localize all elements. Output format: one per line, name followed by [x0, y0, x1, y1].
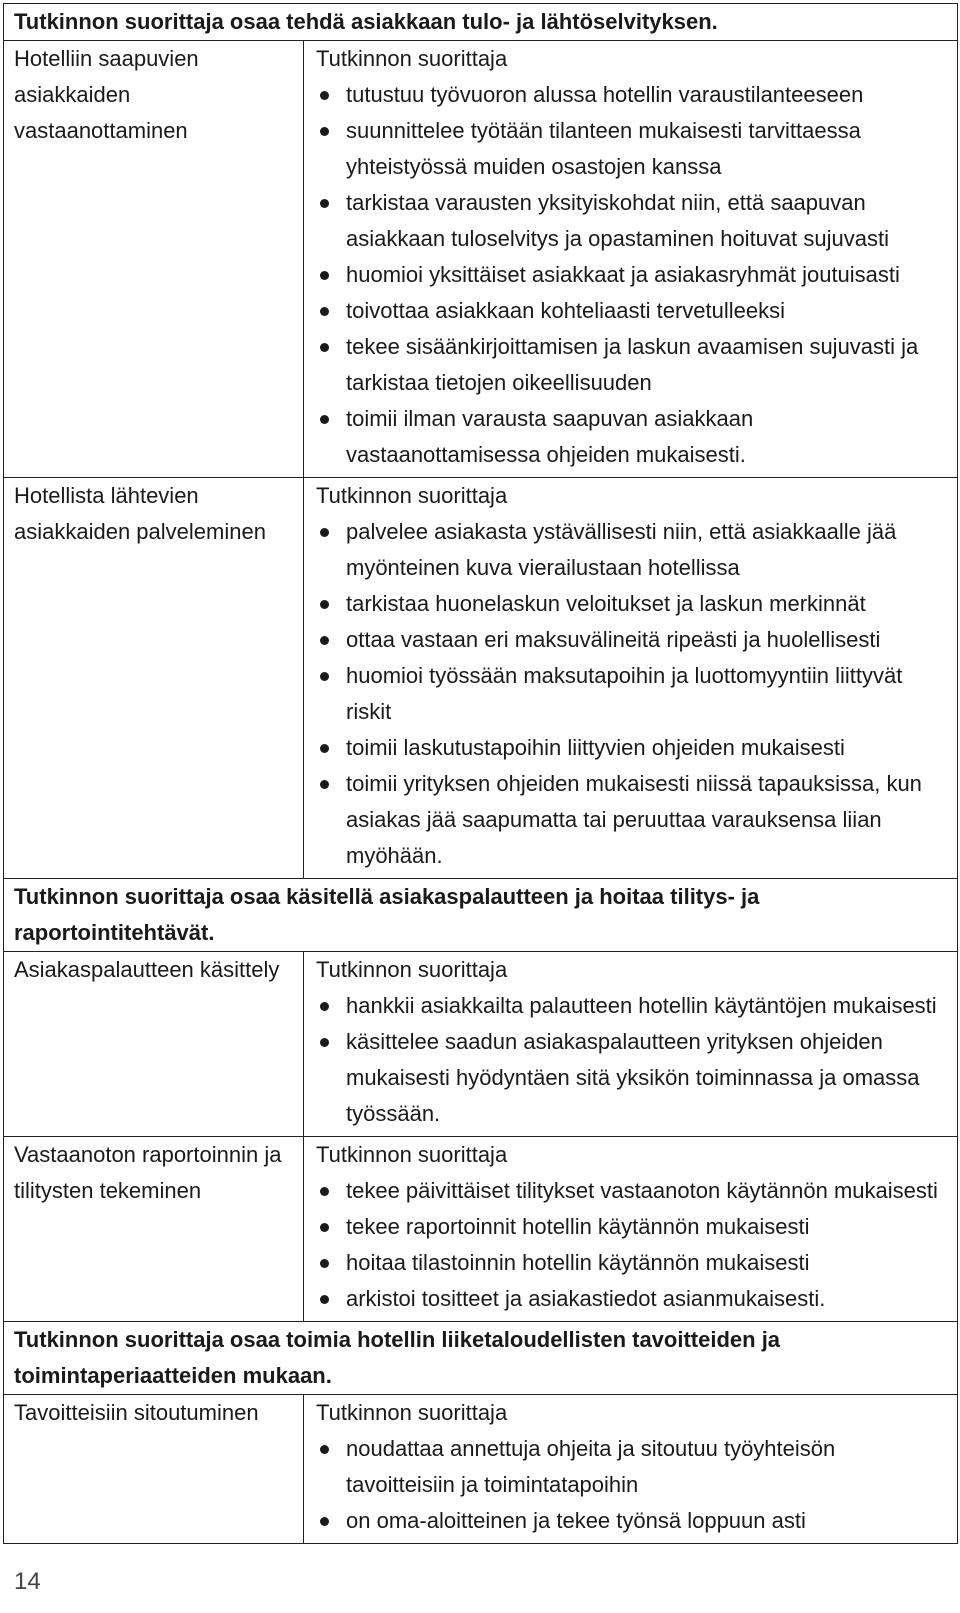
- bullet-icon: [320, 1445, 329, 1454]
- row-content: [304, 952, 958, 1137]
- bullet-icon: [320, 780, 329, 789]
- section-heading-row: [4, 879, 958, 952]
- bullet-list: [316, 514, 949, 874]
- bullet-icon: [320, 271, 329, 280]
- list-item-text: toimii yrityksen ohjeiden mukaisesti niissä tapauksissa, kun asiakas jää saapumatta tai peruuttaa varauksensa liian myöhään.: [346, 771, 922, 868]
- bullet-list: [316, 77, 949, 473]
- list-item-text: toivottaa asiakkaan kohteliaasti tervetulleeksi: [346, 298, 786, 323]
- bullet-icon: [320, 415, 329, 424]
- section-heading: Tutkinnon suorittaja osaa käsitellä asiakaspalautteen ja hoitaa tilitys- ja raportointitehtävät.: [4, 879, 958, 952]
- list-item: [316, 766, 949, 874]
- list-item-text: palvelee asiakasta ystävällisesti niin, että asiakkaalle jää myönteinen kuva vierailustaan hotellissa: [346, 519, 897, 580]
- row-content: [304, 1137, 958, 1322]
- list-item: [316, 257, 949, 293]
- bullet-icon: [320, 127, 329, 136]
- list-item: [316, 185, 949, 257]
- list-item: [316, 622, 949, 658]
- row-intro: Tutkinnon suorittaja: [316, 46, 508, 71]
- row-content: [304, 1395, 958, 1544]
- list-item: [316, 1024, 949, 1132]
- list-item: [316, 401, 949, 473]
- row-label: Asiakaspalautteen käsittely: [4, 952, 304, 1137]
- list-item-text: hoitaa tilastoinnin hotellin käytännön mukaisesti: [346, 1250, 810, 1275]
- row-content: [304, 41, 958, 478]
- bullet-icon: [320, 343, 329, 352]
- list-item: [316, 1245, 949, 1281]
- list-item-text: ottaa vastaan eri maksuvälineitä ripeästi ja huolellisesti: [346, 627, 881, 652]
- list-item-text: hankkii asiakkailta palautteen hotellin käytäntöjen mukaisesti: [346, 993, 937, 1018]
- list-item: [316, 1431, 949, 1503]
- list-item-text: tarkistaa varausten yksityiskohdat niin, että saapuvan asiakkaan tuloselvitys ja opastaminen hoituvat sujuvasti: [346, 190, 889, 251]
- bullet-icon: [320, 1295, 329, 1304]
- section-heading-row: [4, 1322, 958, 1395]
- section-heading-row: [4, 4, 958, 41]
- list-item-text: tekee sisäänkirjoittamisen ja laskun avaamisen sujuvasti ja tarkistaa tietojen oikeellisuuden: [346, 334, 919, 395]
- list-item-text: tekee päivittäiset tilitykset vastaanoton käytännön mukaisesti: [346, 1178, 938, 1203]
- bullet-icon: [320, 636, 329, 645]
- row-intro: Tutkinnon suorittaja: [316, 957, 508, 982]
- list-item-text: tekee raportoinnit hotellin käytännön mukaisesti: [346, 1214, 810, 1239]
- list-item-text: tutustuu työvuoron alussa hotellin varaustilanteeseen: [346, 82, 864, 107]
- list-item: [316, 1281, 949, 1317]
- list-item: [316, 1209, 949, 1245]
- bullet-icon: [320, 1517, 329, 1526]
- bullet-icon: [320, 1038, 329, 1047]
- list-item: [316, 113, 949, 185]
- list-item: [316, 1503, 949, 1539]
- row-label: Hotelliin saapuvien asiakkaiden vastaanottaminen: [4, 41, 304, 478]
- list-item: [316, 658, 949, 730]
- list-item-text: on oma-aloitteinen ja tekee työnsä loppuun asti: [346, 1508, 806, 1533]
- bullet-icon: [320, 307, 329, 316]
- bullet-icon: [320, 1187, 329, 1196]
- list-item: [316, 329, 949, 401]
- bullet-icon: [320, 744, 329, 753]
- criteria-row: [4, 478, 958, 879]
- list-item: [316, 988, 949, 1024]
- bullet-icon: [320, 199, 329, 208]
- list-item: [316, 730, 949, 766]
- page-number: 14: [14, 1568, 41, 1595]
- list-item-text: suunnittelee työtään tilanteen mukaisesti tarvittaessa yhteistyössä muiden osastojen kanssa: [346, 118, 861, 179]
- row-intro: Tutkinnon suorittaja: [316, 483, 508, 508]
- list-item-text: huomioi yksittäiset asiakkaat ja asiakasryhmät joutuisasti: [346, 262, 900, 287]
- criteria-table: [3, 3, 958, 1544]
- list-item: [316, 514, 949, 586]
- list-item-text: noudattaa annettuja ohjeita ja sitoutuu työyhteisön tavoitteisiin ja toimintatapoihin: [346, 1436, 836, 1497]
- row-content: [304, 478, 958, 879]
- list-item-text: tarkistaa huonelaskun veloitukset ja laskun merkinnät: [346, 591, 866, 616]
- list-item-text: toimii laskutustapoihin liittyvien ohjeiden mukaisesti: [346, 735, 845, 760]
- row-intro: Tutkinnon suorittaja: [316, 1142, 508, 1167]
- row-intro: Tutkinnon suorittaja: [316, 1400, 508, 1425]
- bullet-list: [316, 988, 949, 1132]
- list-item: [316, 293, 949, 329]
- row-label: Hotellista lähtevien asiakkaiden palveleminen: [4, 478, 304, 879]
- bullet-list: [316, 1431, 949, 1539]
- list-item: [316, 77, 949, 113]
- bullet-icon: [320, 1002, 329, 1011]
- row-label: Vastaanoton raportoinnin ja tilitysten tekeminen: [4, 1137, 304, 1322]
- row-label: Tavoitteisiin sitoutuminen: [4, 1395, 304, 1544]
- bullet-icon: [320, 672, 329, 681]
- bullet-icon: [320, 1223, 329, 1232]
- list-item-text: huomioi työssään maksutapoihin ja luottomyyntiin liittyvät riskit: [346, 663, 903, 724]
- list-item: [316, 1173, 949, 1209]
- list-item: [316, 586, 949, 622]
- bullet-icon: [320, 600, 329, 609]
- criteria-row: [4, 952, 958, 1137]
- section-heading: Tutkinnon suorittaja osaa tehdä asiakkaan tulo- ja lähtöselvityksen.: [4, 4, 958, 41]
- list-item-text: käsittelee saadun asiakaspalautteen yrityksen ohjeiden mukaisesti hyödyntäen sitä yksikön toiminnassa ja omassa työssään.: [346, 1029, 920, 1126]
- criteria-row: [4, 41, 958, 478]
- criteria-row: [4, 1137, 958, 1322]
- bullet-icon: [320, 1259, 329, 1268]
- list-item-text: toimii ilman varausta saapuvan asiakkaan vastaanottamisessa ohjeiden mukaisesti.: [346, 406, 754, 467]
- section-heading: Tutkinnon suorittaja osaa toimia hotellin liiketaloudellisten tavoitteiden ja toimintaperiaatteiden mukaan.: [4, 1322, 958, 1395]
- bullet-icon: [320, 91, 329, 100]
- list-item-text: arkistoi tositteet ja asiakastiedot asianmukaisesti.: [346, 1286, 826, 1311]
- bullet-list: [316, 1173, 949, 1317]
- criteria-page: [3, 3, 957, 1544]
- criteria-row: [4, 1395, 958, 1544]
- bullet-icon: [320, 528, 329, 537]
